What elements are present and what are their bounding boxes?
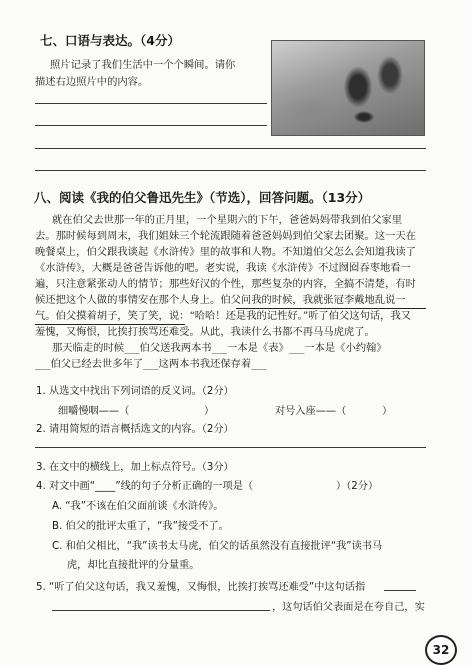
q1-item-b: 对号入座——（ — [275, 406, 347, 417]
section7-prompt-line2: 描述右边照片中的内容。 — [35, 76, 149, 88]
passage-line: 羞愧，又悔恨，比挨打挨骂还难受。从此，我读什么书都不再马马虎虎了。 — [35, 326, 375, 338]
passage-line: 气。伯父摸着胡子，笑了笑，说：“哈哈！还是我的记性好。”听了伯父这句话，我又 — [35, 310, 412, 322]
passage-line: 去。那时候每到周末，我们姐妹三个轮流跟随着爸爸妈妈到伯父家去团聚。这一天在 — [35, 230, 416, 242]
question-3: 3. 在文中的横线上，加上标点符号。（3分） — [36, 462, 234, 473]
answer-line[interactable] — [35, 148, 426, 149]
underline-mark — [35, 324, 185, 325]
football-photo — [271, 40, 425, 136]
question-1: 1. 从选文中找出下列词语的反义词。（2分） — [36, 386, 234, 397]
answer-blank[interactable] — [52, 610, 270, 611]
q1-item-a-close: ） — [204, 406, 215, 417]
section7-title: 七、口语与表达。（4分） — [40, 33, 180, 48]
q4-option-c[interactable]: C. 和伯父相比，“我”读书太马虎，伯父的话虽然没有直接批评“我”读书马 — [52, 541, 383, 552]
section8-title: 八、阅读《我的伯父鲁迅先生》（节选），回答问题。（13分） — [34, 190, 371, 205]
answer-blank[interactable] — [384, 590, 416, 591]
q1-item-a: 细嚼慢咽——（ — [58, 406, 130, 417]
q4-option-b[interactable]: B. 伯父的批评太重了，“我”接受不了。 — [52, 521, 229, 532]
section7-prompt-line1: 照片记录了我们生活中一个个瞬间。请你 — [50, 59, 236, 71]
passage-line: 晚餐桌上，伯父跟我谈起《水浒传》里的故事和人物。不知道伯父怎么会知道我读了 — [35, 246, 416, 258]
question-4 — [36, 477, 253, 492]
passage-line: 《水浒传》，大概是爸爸告诉他的吧。老实说，我读《水浒传》不过囫囵吞枣地看一 — [35, 262, 411, 274]
question-5-line2: ，这句话伯父表面是在夸自己，实 — [272, 602, 425, 613]
passage-line: 候还把这个人做的事情安在那个人身上。伯父问我的时候，我就张冠李戴地乱说一 — [35, 294, 406, 306]
answer-line[interactable] — [35, 447, 426, 448]
passage-line: 遍，只注意紧张动人的情节；那些好汉的个性，那些复杂的内容，全搞不清楚，有时 — [35, 278, 416, 290]
q4-score: ）（2分） — [336, 481, 379, 492]
page-number: 32 — [425, 635, 457, 665]
q4-option-a[interactable]: A. “我”不该在伯父面前谈《水浒传》。 — [52, 501, 224, 512]
q1-item-b-close: ） — [382, 406, 393, 417]
q4-prefix: 4. 对文中画“ — [36, 481, 95, 492]
answer-line[interactable] — [35, 170, 426, 171]
q4-blank-mark: ____ — [95, 481, 116, 492]
passage-line: 就在伯父去世那一年的正月里，一个星期六的下午，爸爸妈妈带我到伯父家里 — [52, 214, 403, 226]
question-5-line1: 5. “听了伯父这句话，我又羞愧，又悔恨，比挨打挨骂还难受”中这句话指 — [36, 582, 366, 593]
question-2: 2. 请用简短的语言概括选文的内容。（2分） — [36, 424, 234, 435]
answer-line[interactable] — [35, 103, 267, 104]
underline-mark — [236, 308, 426, 309]
passage-line: ___伯父已经去世多年了___这两本书我还保存着___ — [35, 358, 267, 370]
q4-option-c-cont: 虎，却比直接批评的分量重。 — [67, 560, 200, 571]
q4-suffix: ”线的句子分析正确的一项是（ — [115, 481, 254, 492]
passage-line: 那天临走的时候___伯父送我两本书___一本是《表》___一本是《小约翰》 — [52, 342, 387, 354]
answer-line[interactable] — [35, 125, 267, 126]
